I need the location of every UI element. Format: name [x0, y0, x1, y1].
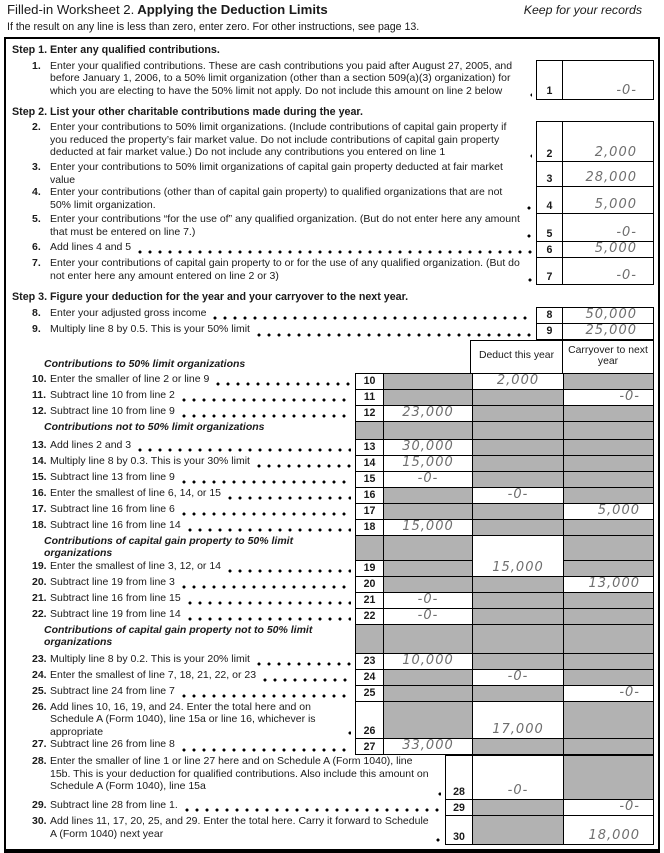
line-6-value-field[interactable]: 5,000 — [562, 241, 654, 257]
line-16-description: Enter the smallest of line 6, 14, or 15 — [50, 486, 222, 499]
line-15-row — [12, 471, 654, 487]
line-13-description: Add lines 2 and 3 — [50, 438, 132, 451]
shaded-cell — [472, 405, 563, 421]
line-11-text — [12, 389, 175, 405]
line-19-text — [12, 560, 221, 576]
line-7-value-field[interactable]: -0- — [562, 257, 654, 285]
line-2-value-field[interactable]: 2,000 — [562, 121, 654, 161]
shaded-cell — [472, 576, 563, 592]
line-14-description: Multiply line 8 by 0.3. This is your 30% limit — [50, 454, 250, 467]
line-18-description: Subtract line 16 from line 14 — [50, 518, 181, 531]
line-9-description: Multiply line 8 by 0.5. This is your 50% limit — [50, 322, 250, 335]
shaded-cell — [472, 439, 563, 455]
line-6-box-number: 6 — [536, 241, 562, 257]
line-18-text — [12, 519, 181, 535]
line-23-text — [12, 653, 250, 669]
shaded-cell — [563, 755, 654, 799]
line-18-box-number: 18 — [355, 519, 383, 535]
line-30-description: Add lines 11, 17, 20, 25, and 29. Enter the total here. Carry it forward to Schedule A (Form 1040) next year — [50, 815, 429, 840]
line-24-number-label: 24. — [32, 668, 47, 681]
line-7-box-number: 7 — [536, 257, 562, 285]
shaded-cell — [383, 560, 472, 576]
line-15-text — [12, 471, 175, 487]
dot-leader — [138, 448, 351, 452]
line-8-description: Enter your adjusted gross income — [50, 306, 207, 319]
line-22-description: Subtract line 19 from line 14 — [50, 607, 181, 620]
shaded-cell — [472, 799, 563, 815]
line-20-row — [12, 576, 654, 592]
line-14-text — [12, 455, 250, 471]
line-22-text — [12, 608, 181, 624]
line-9-box-number: 9 — [536, 323, 562, 340]
line-6-number-label: 6. — [32, 241, 41, 253]
lines-8-9-group — [12, 307, 654, 340]
dot-leader — [438, 792, 441, 796]
line-18-number-label: 18. — [32, 518, 47, 531]
line-4-text — [12, 186, 520, 213]
line-3-value-field[interactable]: 28,000 — [562, 161, 654, 186]
line-12-description: Subtract line 10 from line 9 — [50, 404, 175, 417]
dot-leader — [182, 748, 351, 752]
shaded-cell — [472, 503, 563, 519]
keep-for-records-note: Keep for your records — [523, 3, 642, 17]
shaded-cell — [355, 421, 383, 439]
dot-leader — [182, 694, 351, 698]
line-7-number-label: 7. — [32, 257, 41, 269]
line-7-description: Enter your contributions of capital gain property to or for the use of any qualified organization. (But do not enter here any amount entered on line 2 or 3) — [50, 257, 520, 282]
line-4-value-field[interactable]: 5,000 — [562, 186, 654, 213]
line-29-row — [12, 799, 654, 815]
line-4-box-number: 4 — [536, 186, 562, 213]
line-23-number-label: 23. — [32, 652, 47, 665]
line-10-box-number: 10 — [355, 373, 383, 389]
dot-leader — [188, 617, 351, 621]
line-27-description: Subtract line 26 from line 8 — [50, 738, 175, 750]
line-22-box-number: 22 — [355, 608, 383, 624]
line-26-row — [12, 701, 654, 739]
line-2-row — [12, 121, 654, 161]
line-10-number-label: 10. — [32, 372, 47, 385]
shaded-cell — [563, 624, 654, 653]
dot-leader — [257, 464, 351, 468]
lines-2-7-group — [12, 121, 654, 285]
shaded-cell — [563, 421, 654, 439]
line-22-row — [12, 608, 654, 624]
line-14-number-label: 14. — [32, 454, 47, 467]
column-headers — [470, 340, 654, 373]
line-8-number-label: 8. — [32, 306, 41, 319]
subheading-not-to-50-row — [12, 421, 654, 439]
line-24-deduct-value[interactable]: -0- — [472, 669, 563, 685]
dot-leader — [527, 206, 532, 210]
line-14-row — [12, 455, 654, 471]
line-26-text — [12, 701, 341, 739]
shaded-cell — [472, 592, 563, 608]
line-25-carryover-value[interactable]: -0- — [563, 685, 654, 701]
subheading-capgain-not-to-50-limit: Contributions of capital gain property not to 50% limit organizations — [44, 623, 313, 648]
line-1-row — [12, 60, 654, 100]
shaded-cell — [472, 519, 563, 535]
line-28-number-label: 28. — [32, 755, 47, 767]
line-13-box-number: 13 — [355, 439, 383, 455]
line-24-row — [12, 669, 654, 685]
title-bar — [0, 4, 664, 18]
shaded-cell — [472, 471, 563, 487]
line-18-row — [12, 519, 654, 535]
subheading-not-to-50-limit: Contributions not to 50% limit organizations — [44, 420, 265, 433]
line-10-row — [12, 373, 654, 389]
line-5-value-field[interactable]: -0- — [562, 213, 654, 241]
line-14-box-number: 14 — [355, 455, 383, 471]
dot-leader — [527, 234, 532, 238]
shaded-cell — [472, 815, 563, 845]
shaded-cell — [563, 560, 654, 576]
subheading-capgain-to-50-limit: Contributions of capital gain property to 50% limit organizations — [44, 534, 294, 559]
dot-leader — [530, 154, 532, 158]
shaded-cell — [472, 421, 563, 439]
shaded-cell — [563, 455, 654, 471]
shaded-cell — [472, 685, 563, 701]
shaded-cell — [383, 624, 472, 653]
dot-leader — [182, 398, 351, 402]
dot-leader — [182, 585, 351, 589]
line-25-row — [12, 685, 654, 701]
dot-leader — [182, 414, 351, 418]
line-9-value-field[interactable]: 25,000 — [562, 323, 654, 340]
line-7-row — [12, 257, 654, 285]
line-21-text — [12, 592, 181, 608]
line-10-deduct-value[interactable]: 2,000 — [472, 373, 563, 389]
line-26-deduct-value[interactable]: 17,000 — [472, 701, 563, 739]
shaded-cell — [472, 624, 563, 653]
worksheet-body — [4, 37, 660, 853]
line-5-text — [12, 213, 520, 241]
shaded-cell — [563, 669, 654, 685]
line-17-number-label: 17. — [32, 502, 47, 515]
shaded-cell — [563, 405, 654, 421]
line-7-text — [12, 257, 521, 285]
line-19-box-number: 19 — [355, 560, 383, 576]
dot-leader — [228, 496, 351, 500]
shaded-cell — [472, 738, 563, 755]
step1-heading: Step 1. Enter any qualified contributions. — [12, 44, 220, 56]
line-17-row — [12, 503, 654, 519]
worksheet-label: Filled-in Worksheet 2. — [7, 2, 135, 17]
line-11-carryover-value[interactable]: -0- — [563, 389, 654, 405]
line-2-box-number: 2 — [536, 121, 562, 161]
dot-leader — [528, 278, 532, 282]
column-header-band — [12, 340, 654, 373]
line-14-amount-value[interactable]: 15,000 — [383, 455, 472, 471]
line-9-row — [12, 323, 654, 340]
line-3-box-number: 3 — [536, 161, 562, 186]
dot-leader — [530, 93, 532, 97]
shaded-cell — [563, 373, 654, 389]
shaded-cell — [563, 471, 654, 487]
step3-heading: Step 3. Figure your deduction for the year and your carryover to the next year. — [12, 291, 409, 303]
line-20-carryover-value[interactable]: 13,000 — [563, 576, 654, 592]
shaded-cell — [383, 685, 472, 701]
line-26-number-label: 26. — [32, 700, 47, 713]
dot-leader — [257, 333, 532, 337]
dot-leader — [526, 179, 532, 183]
dot-leader — [216, 382, 351, 386]
line-19-description: Enter the smallest of line 3, 12, or 14 — [50, 559, 222, 572]
line-20-number-label: 20. — [32, 575, 47, 588]
line-3-number-label: 3. — [32, 161, 41, 173]
line-20-box-number: 20 — [355, 576, 383, 592]
page-title — [7, 4, 328, 18]
line-9-number-label: 9. — [32, 322, 41, 335]
line-8-text — [12, 307, 206, 323]
shaded-cell — [563, 519, 654, 535]
shaded-cell — [472, 608, 563, 624]
line-17-description: Subtract line 16 from line 6 — [50, 502, 175, 515]
line-21-box-number: 21 — [355, 592, 383, 608]
shaded-cell — [355, 535, 383, 560]
shaded-cell — [355, 624, 383, 653]
dot-leader — [213, 316, 532, 320]
deduct-this-year-header: Deduct this year — [478, 350, 555, 362]
shaded-cell — [563, 592, 654, 608]
shaded-cell — [383, 701, 472, 739]
dot-leader — [228, 569, 351, 573]
dot-leader — [272, 432, 352, 436]
line-24-box-number: 24 — [355, 669, 383, 685]
line-16-row — [12, 487, 654, 503]
line-4-description: Enter your contributions (other than of capital gain property) to qualified organizations that are not 50% limit organization. — [50, 186, 503, 211]
line-21-number-label: 21. — [32, 591, 47, 604]
line-13-number-label: 13. — [32, 438, 47, 451]
line-25-number-label: 25. — [32, 684, 47, 697]
line-8-box-number: 8 — [536, 307, 562, 323]
line-2-number-label: 2. — [32, 121, 41, 133]
line-12-row — [12, 405, 654, 421]
line-5-number-label: 5. — [32, 213, 41, 225]
dot-leader — [345, 553, 351, 557]
shaded-cell — [383, 576, 472, 592]
subheading-capgain-not-to-50-row — [12, 624, 654, 653]
line-15-box-number: 15 — [355, 471, 383, 487]
line-30-box-number: 30 — [445, 815, 472, 845]
dot-leader — [185, 808, 441, 812]
line-17-carryover-value[interactable]: 5,000 — [563, 503, 654, 519]
dot-leader — [182, 480, 351, 484]
line-28-deduct-value[interactable]: -0- — [472, 755, 563, 799]
shaded-cell — [383, 503, 472, 519]
line-12-amount-value[interactable]: 23,000 — [383, 405, 472, 421]
shaded-cell — [383, 389, 472, 405]
carryover-next-year-header: Carryover to next year — [562, 341, 653, 373]
line-20-text — [12, 576, 175, 592]
line-5-description: Enter your contributions “for the use of” any qualified organization. (But do not enter here any amount that must be entered on line 7.) — [50, 213, 520, 238]
line-12-text — [12, 405, 175, 421]
line-15-amount-value[interactable]: -0- — [383, 471, 472, 487]
line-16-text — [12, 487, 221, 503]
line-13-amount-value[interactable]: 30,000 — [383, 439, 472, 455]
line-30-carryover-value[interactable]: 18,000 — [563, 815, 654, 845]
line-23-amount-value[interactable]: 10,000 — [383, 653, 472, 669]
line-6-text — [12, 241, 131, 257]
line-30-text — [12, 815, 429, 845]
line-25-box-number: 25 — [355, 685, 383, 701]
lines-28-30-table — [12, 755, 654, 845]
line-19-deduct-value[interactable]: 15,000 — [472, 560, 563, 576]
line-19-row — [12, 560, 654, 576]
line-15-number-label: 15. — [32, 470, 47, 483]
shaded-cell — [383, 669, 472, 685]
subheading-capgain-to-50-row — [12, 535, 654, 560]
line-10-description: Enter the smaller of line 2 or line 9 — [50, 372, 210, 385]
line-27-amount-value[interactable]: 33,000 — [383, 738, 472, 755]
line-2-description: Enter your contributions to 50% limit organizations. (Include contributions of capital gain property if you reduced the property’s fair market value. Do not include contributions of capital gain property deducted at fair market value.) Do not include any contributions you entered on line 1 — [50, 121, 507, 158]
shaded-cell — [383, 487, 472, 503]
line-26-box-number: 26 — [355, 701, 383, 739]
line-25-text — [12, 685, 175, 701]
shaded-cell — [472, 455, 563, 471]
line-30-row — [12, 815, 654, 845]
dot-leader — [346, 646, 351, 650]
shaded-cell — [472, 389, 563, 405]
line-1-number-label: 1. — [32, 59, 41, 72]
dot-leader — [257, 662, 351, 666]
line-1-text — [12, 60, 523, 100]
line-12-box-number: 12 — [355, 405, 383, 421]
subheading-to-50-limit: Contributions to 50% limit organizations — [44, 358, 246, 370]
worksheet-title: Applying the Deduction Limits — [137, 2, 328, 17]
line-15-description: Subtract line 13 from line 9 — [50, 470, 175, 483]
line-4-number-label: 4. — [32, 186, 41, 198]
shaded-cell — [383, 535, 472, 560]
line-30-number-label: 30. — [32, 815, 47, 827]
line-11-number-label: 11. — [32, 388, 47, 401]
line-22-number-label: 22. — [32, 607, 47, 620]
line-28-box-number: 28 — [445, 755, 472, 799]
line-24-description: Enter the smallest of line 7, 18, 21, 22, or 23 — [50, 668, 257, 681]
line-8-row — [12, 307, 654, 323]
line-19-number-label: 19. — [32, 559, 47, 572]
step2-heading: Step 2. List your other charitable contributions made during the year. — [12, 105, 363, 118]
value-field-span — [472, 535, 563, 560]
line-23-row — [12, 653, 654, 669]
line-29-box-number: 29 — [445, 799, 472, 815]
line-18-amount-value[interactable]: 15,000 — [383, 519, 472, 535]
shaded-cell — [563, 487, 654, 503]
line-5-box-number: 5 — [536, 213, 562, 241]
line-28-row — [12, 755, 654, 799]
line-29-text — [12, 799, 178, 815]
dot-leader — [263, 678, 351, 682]
line-11-box-number: 11 — [355, 389, 383, 405]
line-6-description: Add lines 4 and 5 — [50, 241, 132, 253]
shaded-cell — [563, 439, 654, 455]
shaded-cell — [563, 701, 654, 739]
line-6-row — [12, 241, 654, 257]
shaded-cell — [383, 421, 472, 439]
line-25-description: Subtract line 24 from line 7 — [50, 684, 175, 697]
line-20-description: Subtract line 19 from line 3 — [50, 575, 175, 588]
line-1-box-number: 1 — [536, 60, 562, 100]
line-3-row — [12, 161, 654, 186]
line-23-box-number: 23 — [355, 653, 383, 669]
line-5-row — [12, 213, 654, 241]
line-1-description: Enter your qualified contributions. These are cash contributions you paid after August 27, 2005, and before January 1, 2006, to a 50% limit organization (other than a section 509(a)(3) organization) for which you are electing to have the 50% limit not apply. Do not include this amount on line 2 below — [50, 59, 513, 97]
line-29-number-label: 29. — [32, 799, 47, 811]
line-27-row — [12, 738, 654, 755]
dot-leader — [188, 601, 351, 605]
instruction-note: If the result on any line is less than zero, enter zero. For other instructions, see page 13. — [7, 20, 420, 33]
line-3-text — [12, 161, 519, 186]
shaded-cell — [563, 535, 654, 560]
line-16-number-label: 16. — [32, 486, 47, 499]
shaded-cell — [563, 608, 654, 624]
line-8-value-field[interactable]: 50,000 — [562, 307, 654, 323]
line-21-row — [12, 592, 654, 608]
line-21-description: Subtract line 16 from line 15 — [50, 591, 181, 604]
line-29-description: Subtract line 28 from line 1. — [50, 799, 178, 811]
line-2-text — [12, 121, 523, 161]
line-17-box-number: 17 — [355, 503, 383, 519]
shaded-cell — [563, 653, 654, 669]
line-28-description: Enter the smaller of line 1 or line 27 here and on Schedule A (Form 1040), line 15b. This is your deduction for qualified contributions. Also include this amount on Schedule A (Form 1040), line 15a — [50, 755, 429, 792]
shaded-cell — [383, 373, 472, 389]
line-11-row — [12, 389, 654, 405]
line-23-description: Multiply line 8 by 0.2. This is your 20% limit — [50, 652, 250, 665]
line-29-carryover-value[interactable]: -0- — [563, 799, 654, 815]
line-27-box-number: 27 — [355, 738, 383, 755]
line-16-box-number: 16 — [355, 487, 383, 503]
line-24-text — [12, 669, 256, 685]
dot-leader — [188, 528, 351, 532]
line-22-amount-value[interactable]: -0- — [383, 608, 472, 624]
line-10-text — [12, 373, 209, 389]
line-13-row — [12, 439, 654, 455]
line-3-description: Enter your contributions to 50% limit organizations of capital gain property deducted at fair market value — [50, 161, 503, 186]
line-9-text — [12, 323, 250, 340]
lines-10-27-table — [12, 373, 654, 756]
line-4-row — [12, 186, 654, 213]
dot-leader — [138, 250, 532, 254]
dot-leader — [182, 512, 351, 516]
line-28-text — [12, 755, 431, 799]
line-21-amount-value[interactable]: -0- — [383, 592, 472, 608]
shaded-cell — [563, 738, 654, 755]
line-12-number-label: 12. — [32, 404, 47, 417]
line-13-text — [12, 439, 131, 455]
line-16-deduct-value[interactable]: -0- — [472, 487, 563, 503]
line1-group — [12, 60, 654, 100]
line-27-text — [12, 738, 175, 755]
line-26-description: Add lines 10, 16, 19, and 24. Enter the total here and on Schedule A (Form 1040), line 15a or line 16, whichever is appropriate — [50, 700, 316, 738]
shaded-cell — [472, 653, 563, 669]
line-27-number-label: 27. — [32, 738, 47, 750]
line-17-text — [12, 503, 175, 519]
dot-leader — [348, 731, 351, 735]
line-1-value-field[interactable]: -0- — [562, 60, 654, 100]
line-11-description: Subtract line 10 from line 2 — [50, 388, 175, 401]
dot-leader — [436, 838, 441, 842]
